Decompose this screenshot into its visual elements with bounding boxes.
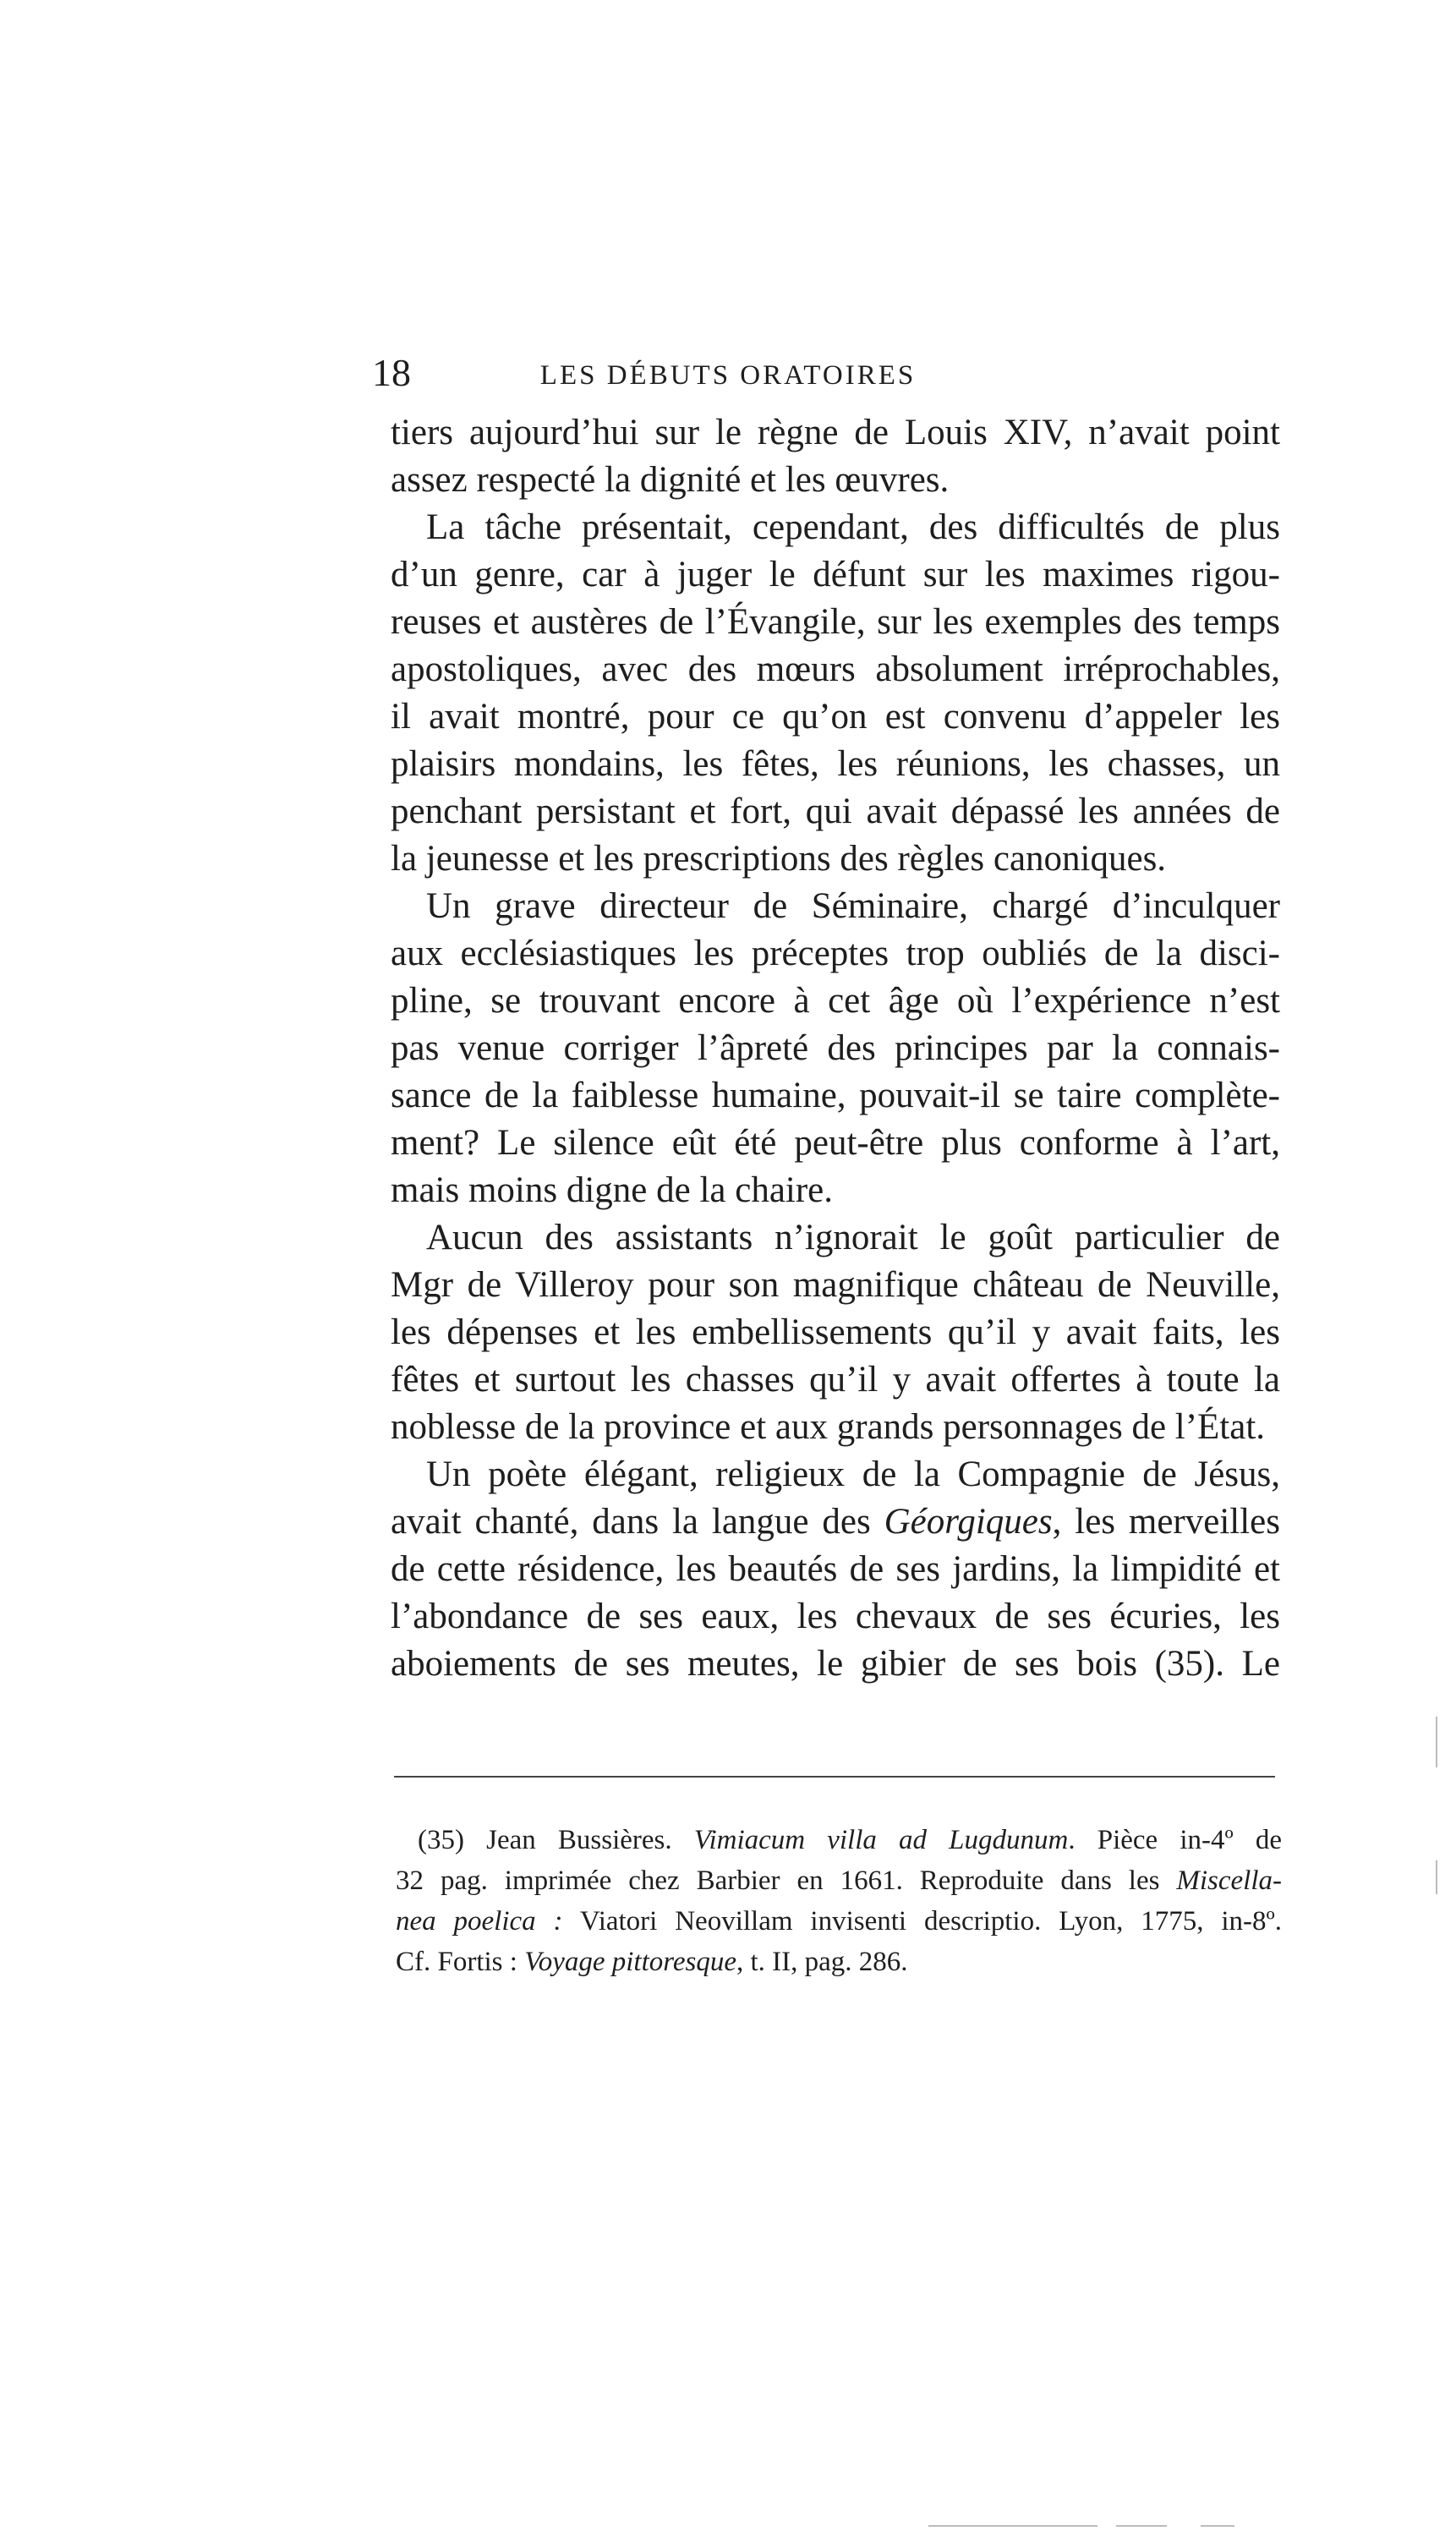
text-line: l’abondance de ses eaux, les chevaux de ses écuries, les — [391, 1597, 1280, 1636]
scan-mark — [928, 2525, 1097, 2527]
italic-title: Géorgiques — [884, 1502, 1053, 1542]
italic-title: Vimiacum villa ad Lugdunum — [693, 1825, 1069, 1855]
text-run: . Pièce in-4º de — [1068, 1825, 1282, 1855]
text-line: de cette résidence, les beautés de ses jardins, la limpidité et — [391, 1549, 1280, 1589]
text-line: tiers aujourd’hui sur le règne de Louis XIV, n’avait point — [391, 413, 1280, 452]
footnote — [396, 1820, 1282, 1982]
text-line: mais moins digne de la chaire. — [391, 1170, 834, 1210]
scan-mark — [1201, 2525, 1234, 2527]
text-line: pas venue corriger l’âpreté des principes par la connais- — [391, 1028, 1280, 1068]
italic-title: Voyage pittoresque — [524, 1947, 737, 1977]
text-run: (35) Jean Bussières. — [418, 1825, 694, 1855]
text-line: noblesse de la province et aux grands personnages de l’État. — [391, 1407, 1266, 1447]
text-line: pline, se trouvant encore à cet âge où l’expérience n’est — [391, 981, 1280, 1021]
text-line: les dépenses et les embellissements qu’il y avait faits, les — [391, 1312, 1280, 1352]
scan-mark — [1436, 1860, 1437, 1894]
footnote-line — [396, 1860, 1282, 1901]
text-line: Aucun des assistants n’ignorait le goût particulier de — [426, 1218, 1280, 1257]
text-line: d’un genre, car à juger le défunt sur les maximes rigou- — [391, 555, 1280, 594]
text-run: Viatori Neovillam invisenti descriptio. Lyon, 1775, in-8º. — [562, 1906, 1282, 1937]
body-text — [391, 409, 1280, 1688]
text-line: la jeunesse et les prescriptions des règles canoniques. — [391, 839, 1167, 879]
text-line — [391, 1498, 1280, 1546]
text-line: aboiements de ses meutes, le gibier de ses bois (35). Le — [391, 1644, 1280, 1684]
footnote-line — [418, 1820, 1282, 1860]
text-line: reuses et austères de l’Évangile, sur les exemples des temps — [391, 602, 1280, 642]
text-line: il avait montré, pour ce qu’on est convenu d’appeler les — [391, 697, 1280, 737]
italic-title: nea poelica : — [396, 1906, 563, 1937]
text-run: , t. II, pag. 286. — [736, 1947, 908, 1977]
text-run: Cf. Fortis : — [396, 1947, 525, 1977]
text-line: assez respecté la dignité et les œuvres. — [391, 460, 950, 500]
text-run: avait chanté, dans la langue des — [391, 1502, 884, 1542]
scan-mark — [1116, 2525, 1167, 2527]
page-number: 18 — [372, 351, 411, 394]
text-line: fêtes et surtout les chasses qu’il y avait offertes à toute la — [391, 1360, 1280, 1400]
running-head: LES DÉBUTS ORATOIRES — [539, 360, 917, 391]
text-line: Un poète élégant, religieux de la Compagnie de Jésus, — [426, 1455, 1280, 1494]
text-line: sance de la faiblesse humaine, pouvait-il se taire complète- — [391, 1076, 1280, 1115]
scan-mark — [1436, 1717, 1437, 1767]
text-run: , les merveilles — [1052, 1502, 1280, 1542]
text-line: apostoliques, avec des mœurs absolument irréprochables, — [391, 649, 1280, 689]
footnote-line — [396, 1901, 1282, 1942]
text-line: aux ecclésiastiques les préceptes trop oubliés de la disci- — [391, 934, 1280, 973]
text-line: ment? Le silence eût été peut-être plus conforme à l’art, — [391, 1123, 1280, 1163]
text-line: penchant persistant et fort, qui avait dépassé les années de — [391, 792, 1280, 831]
italic-title: Miscella- — [1176, 1865, 1282, 1896]
text-line: Un grave directeur de Séminaire, chargé d’inculquer — [426, 886, 1280, 926]
text-line: La tâche présentait, cependant, des difficultés de plus — [426, 507, 1280, 547]
text-line: Mgr de Villeroy pour son magnifique château de Neuville, — [391, 1265, 1280, 1305]
footnote-rule — [394, 1776, 1275, 1778]
footnote-line — [396, 1942, 1282, 1982]
text-line: plaisirs mondains, les fêtes, les réunions, les chasses, un — [391, 744, 1280, 784]
text-run: 32 pag. imprimée chez Barbier en 1661. Reproduite dans les — [396, 1865, 1177, 1896]
